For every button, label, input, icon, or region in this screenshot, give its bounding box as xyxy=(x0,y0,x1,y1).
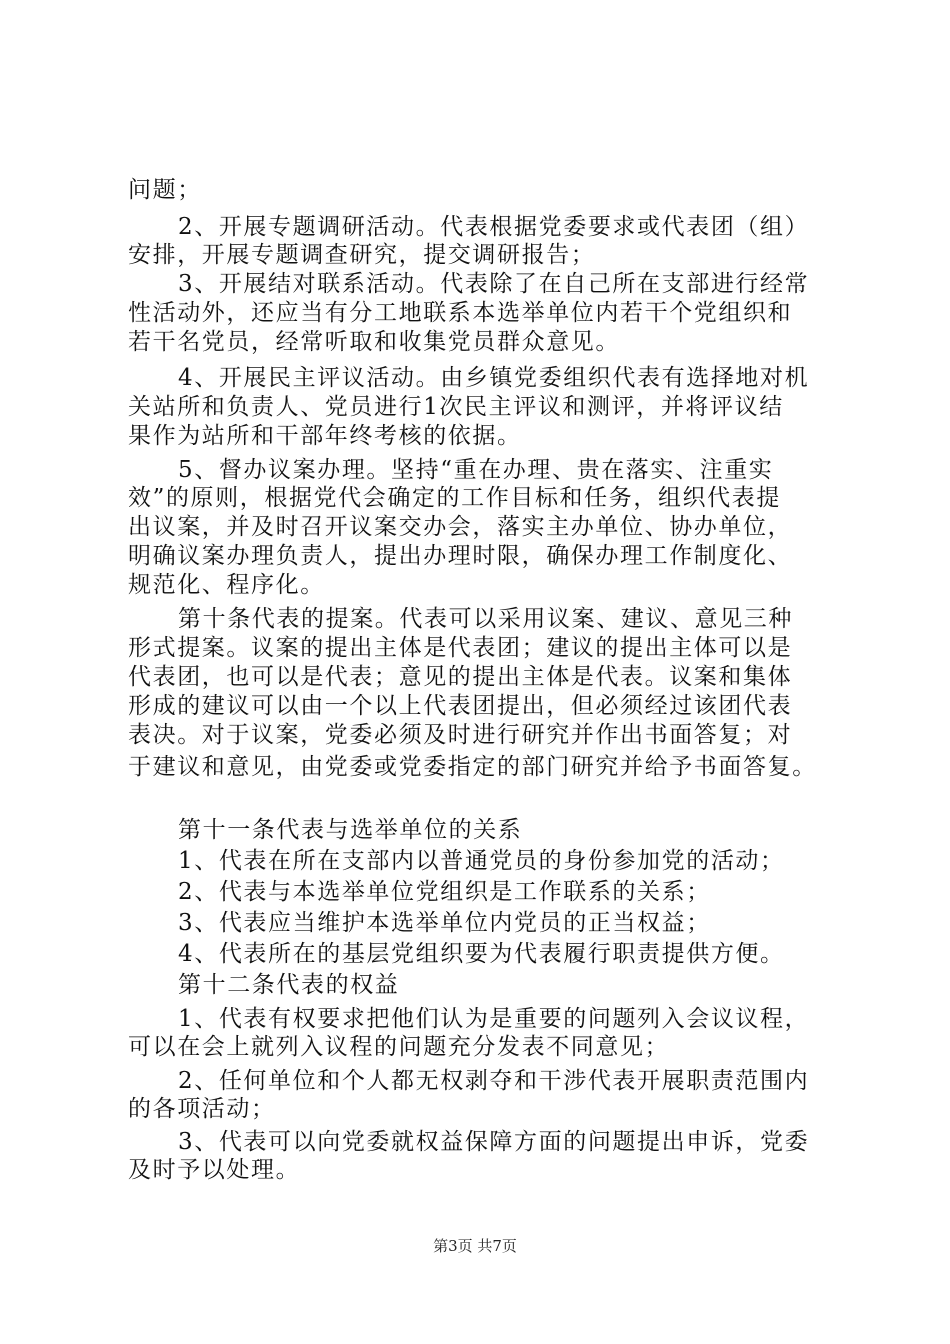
text-line: 4、代表所在的基层党组织要为代表履行职责提供方便。 xyxy=(178,941,785,967)
text-line: 表决。对于议案，党委必须及时进行研究并作出书面答复；对 xyxy=(128,722,793,748)
text-line: 及时予以处理。 xyxy=(128,1157,301,1183)
text-line: 明确议案办理负责人，提出办理时限，确保办理工作制度化、 xyxy=(128,543,793,569)
text-line: 可以在会上就列入议程的问题充分发表不同意见； xyxy=(128,1034,670,1060)
text-line: 果作为站所和干部年终考核的依据。 xyxy=(128,423,522,449)
text-line: 3、开展结对联系活动。代表除了在自己所在支部进行经常 xyxy=(178,271,810,297)
text-line: 2、代表与本选举单位党组织是工作联系的关系； xyxy=(178,879,711,905)
text-line: 形式提案。议案的提出主体是代表团；建议的提出主体可以是 xyxy=(128,635,793,661)
text-line: 3、代表可以向党委就权益保障方面的问题提出申诉，党委 xyxy=(178,1129,810,1155)
text-line: 于建议和意见，由党委或党委指定的部门研究并给予书面答复。 xyxy=(128,754,817,780)
text-line: 规范化、程序化。 xyxy=(128,572,325,598)
text-line: 1、代表有权要求把他们认为是重要的问题列入会议议程， xyxy=(178,1006,810,1032)
text-line: 3、代表应当维护本选举单位内党员的正当权益； xyxy=(178,910,711,936)
text-line: 2、任何单位和个人都无权剥夺和干涉代表开展职责范围内 xyxy=(178,1068,810,1094)
text-line: 2、开展专题调研活动。代表根据党委要求或代表团（组） xyxy=(178,214,810,240)
text-line: 效”的原则，根据党代会确定的工作目标和任务，组织代表提 xyxy=(128,485,781,511)
section-heading: 第十二条代表的权益 xyxy=(178,972,400,998)
text-line: 的各项活动； xyxy=(128,1096,276,1122)
section-heading: 第十一条代表与选举单位的关系 xyxy=(178,817,523,843)
text-line: 若干名党员，经常听取和收集党员群众意见。 xyxy=(128,329,620,355)
text-line: 4、开展民主评议活动。由乡镇党委组织代表有选择地对机 xyxy=(178,365,810,391)
text-line: 关站所和负责人、党员进行1次民主评议和测评，并将评议结 xyxy=(128,394,784,420)
text-line: 形成的建议可以由一个以上代表团提出，但必须经过该团代表 xyxy=(128,693,793,719)
page-footer: 第3页 共7页 xyxy=(433,1237,517,1255)
text-line: 5、督办议案办理。坚持“重在办理、贵在落实、注重实 xyxy=(178,457,774,483)
text-line: 第十条代表的提案。代表可以采用议案、建议、意见三种 xyxy=(178,606,793,632)
text-line: 问题； xyxy=(128,177,202,203)
text-line: 性活动外，还应当有分工地联系本选举单位内若干个党组织和 xyxy=(128,300,793,326)
text-line: 安排，开展专题调查研究，提交调研报告； xyxy=(128,242,596,268)
text-line: 出议案，并及时召开议案交办会，落实主办单位、协办单位， xyxy=(128,514,793,540)
text-line: 1、代表在所在支部内以普通党员的身份参加党的活动； xyxy=(178,848,785,874)
text-line: 代表团，也可以是代表；意见的提出主体是代表。议案和集体 xyxy=(128,664,793,690)
